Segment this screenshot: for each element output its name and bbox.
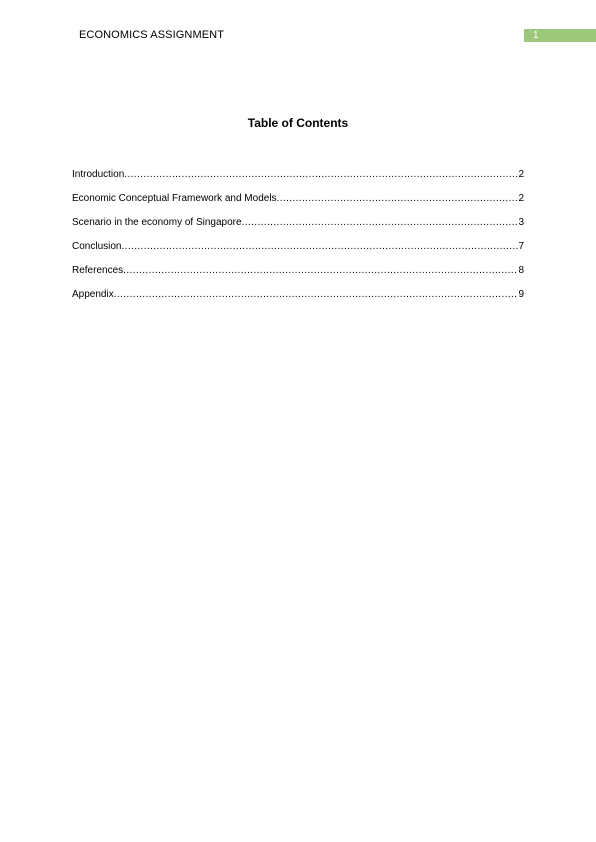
toc-entry-framework[interactable] (72, 181, 524, 205)
toc-entry-label: Conclusion (72, 241, 122, 252)
dot-leader (121, 241, 518, 253)
table-of-contents (72, 157, 524, 301)
dot-leader (277, 193, 519, 205)
toc-entry-appendix[interactable] (72, 277, 524, 301)
dot-leader (123, 265, 518, 277)
page-number: 1 (533, 30, 539, 41)
toc-entry-references[interactable] (72, 253, 524, 277)
toc-entry-page: 9 (518, 289, 524, 300)
toc-entry-label: Introduction (72, 169, 125, 180)
toc-entry-label: Economic Conceptual Framework and Models (72, 193, 277, 204)
toc-entry-page: 7 (518, 241, 524, 252)
toc-entry-page: 2 (518, 169, 524, 180)
toc-entry-page: 2 (518, 193, 524, 204)
header-title: ECONOMICS ASSIGNMENT (79, 29, 225, 41)
toc-entry-page: 3 (518, 217, 524, 228)
page-number-badge (524, 29, 596, 42)
toc-entry-label: Scenario in the economy of Singapore (72, 217, 242, 228)
toc-entry-page: 8 (518, 265, 524, 276)
dot-leader (242, 217, 519, 229)
dot-leader (114, 289, 519, 301)
toc-entry-introduction[interactable] (72, 157, 524, 181)
toc-entry-label: Appendix (72, 289, 114, 300)
dot-leader (124, 169, 518, 181)
toc-entry-scenario[interactable] (72, 205, 524, 229)
toc-heading: Table of Contents (247, 116, 349, 130)
toc-entry-label: References (72, 265, 124, 276)
toc-entry-conclusion[interactable] (72, 229, 524, 253)
